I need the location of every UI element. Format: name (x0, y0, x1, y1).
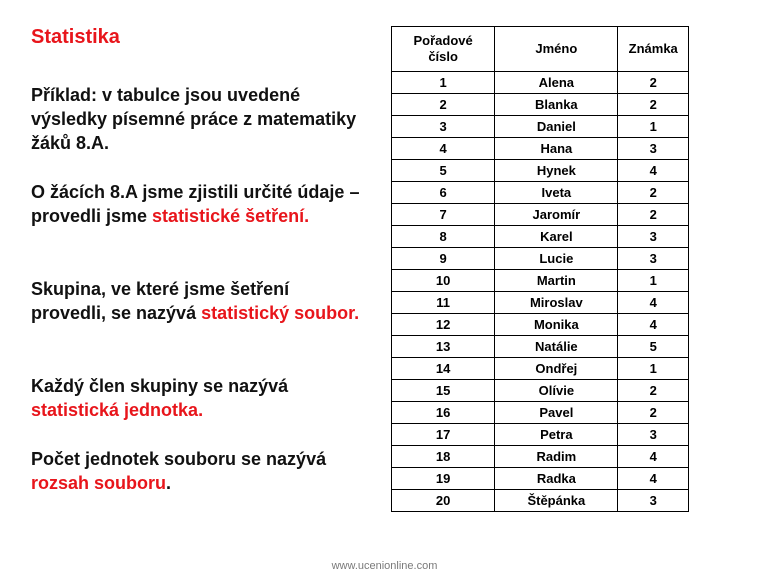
table-row (392, 402, 689, 424)
cell-grade: 3 (618, 248, 689, 270)
paragraph-text: Počet jednotek souboru se nazývá (31, 449, 327, 469)
cell-name: Jaromír (495, 204, 618, 226)
cell-order-number: 20 (392, 490, 495, 512)
cell-grade: 1 (618, 358, 689, 380)
cell-grade: 2 (618, 182, 689, 204)
cell-grade: 2 (618, 380, 689, 402)
header-order-number: Pořadové číslo (392, 27, 495, 72)
table-row (392, 138, 689, 160)
table-row (392, 182, 689, 204)
paragraph-text: O žácích 8.A jsme zjistili určité údaje – provedli jsme (31, 182, 360, 226)
cell-name: Lucie (495, 248, 618, 270)
results-table (391, 26, 689, 512)
cell-order-number: 17 (392, 424, 495, 446)
table-row (392, 270, 689, 292)
cell-grade: 3 (618, 226, 689, 248)
cell-order-number: 13 (392, 336, 495, 358)
table-row (392, 226, 689, 248)
cell-name: Pavel (495, 402, 618, 424)
cell-name: Miroslav (495, 292, 618, 314)
cell-grade: 2 (618, 72, 689, 94)
term-rozsah-souboru: rozsah souboru (31, 473, 167, 493)
cell-order-number: 10 (392, 270, 495, 292)
paragraph-example (31, 83, 361, 155)
cell-name: Hynek (495, 160, 618, 182)
cell-name: Alena (495, 72, 618, 94)
cell-name: Radka (495, 468, 618, 490)
cell-name: Hana (495, 138, 618, 160)
cell-name: Štěpánka (495, 490, 618, 512)
footer-website: www.ucenionline.com (331, 560, 438, 572)
cell-order-number: 14 (392, 358, 495, 380)
cell-order-number: 15 (392, 380, 495, 402)
paragraph-text: Každý člen skupiny se nazývá (31, 376, 289, 396)
cell-order-number: 1 (392, 72, 495, 94)
table-row (392, 490, 689, 512)
cell-name: Natálie (495, 336, 618, 358)
cell-name: Karel (495, 226, 618, 248)
cell-order-number: 9 (392, 248, 495, 270)
cell-grade: 3 (618, 424, 689, 446)
table-row (392, 94, 689, 116)
cell-name: Radim (495, 446, 618, 468)
cell-grade: 2 (618, 204, 689, 226)
cell-order-number: 4 (392, 138, 495, 160)
paragraph-set-size (31, 447, 361, 495)
cell-grade: 1 (618, 116, 689, 138)
cell-grade: 4 (618, 446, 689, 468)
table-row (392, 446, 689, 468)
cell-order-number: 2 (392, 94, 495, 116)
table-row (392, 358, 689, 380)
paragraph-text: . (166, 473, 172, 493)
cell-grade: 4 (618, 468, 689, 490)
term-statisticky-soubor: statistický soubor. (201, 303, 360, 323)
paragraph-text: Příklad: v tabulce jsou uvedené výsledky písemné práce z matematiky žáků 8.A. (31, 85, 357, 153)
paragraph-statistical-survey (31, 180, 361, 228)
table-row (392, 424, 689, 446)
cell-name: Blanka (495, 94, 618, 116)
cell-grade: 3 (618, 138, 689, 160)
cell-grade: 4 (618, 292, 689, 314)
cell-order-number: 5 (392, 160, 495, 182)
cell-name: Ondřej (495, 358, 618, 380)
table-row (392, 292, 689, 314)
cell-name: Monika (495, 314, 618, 336)
cell-order-number: 6 (392, 182, 495, 204)
page-title: Statistika (31, 26, 120, 48)
cell-order-number: 3 (392, 116, 495, 138)
cell-name: Martin (495, 270, 618, 292)
table-row (392, 380, 689, 402)
cell-order-number: 18 (392, 446, 495, 468)
table-header-row (392, 27, 689, 72)
paragraph-text: Skupina, ve které jsme šetření provedli, se nazývá (31, 279, 290, 323)
table-row (392, 336, 689, 358)
header-name: Jméno (495, 27, 618, 72)
cell-order-number: 8 (392, 226, 495, 248)
cell-grade: 4 (618, 314, 689, 336)
table-row (392, 468, 689, 490)
table-body (392, 72, 689, 512)
table-row (392, 248, 689, 270)
table-row (392, 116, 689, 138)
table-row (392, 160, 689, 182)
table-row (392, 204, 689, 226)
cell-name: Iveta (495, 182, 618, 204)
cell-grade: 2 (618, 402, 689, 424)
cell-order-number: 7 (392, 204, 495, 226)
cell-grade: 4 (618, 160, 689, 182)
paragraph-statistical-unit (31, 374, 361, 422)
table-row (392, 72, 689, 94)
cell-order-number: 19 (392, 468, 495, 490)
cell-grade: 5 (618, 336, 689, 358)
cell-name: Olívie (495, 380, 618, 402)
cell-grade: 1 (618, 270, 689, 292)
table-row (392, 314, 689, 336)
cell-grade: 3 (618, 490, 689, 512)
cell-order-number: 11 (392, 292, 495, 314)
cell-order-number: 12 (392, 314, 495, 336)
cell-name: Daniel (495, 116, 618, 138)
paragraph-statistical-set (31, 277, 361, 325)
cell-name: Petra (495, 424, 618, 446)
cell-grade: 2 (618, 94, 689, 116)
term-statisticke-setreni: statistické šetření. (152, 206, 310, 226)
cell-order-number: 16 (392, 402, 495, 424)
term-statisticka-jednotka: statistická jednotka. (31, 400, 204, 420)
header-grade: Známka (618, 27, 689, 72)
